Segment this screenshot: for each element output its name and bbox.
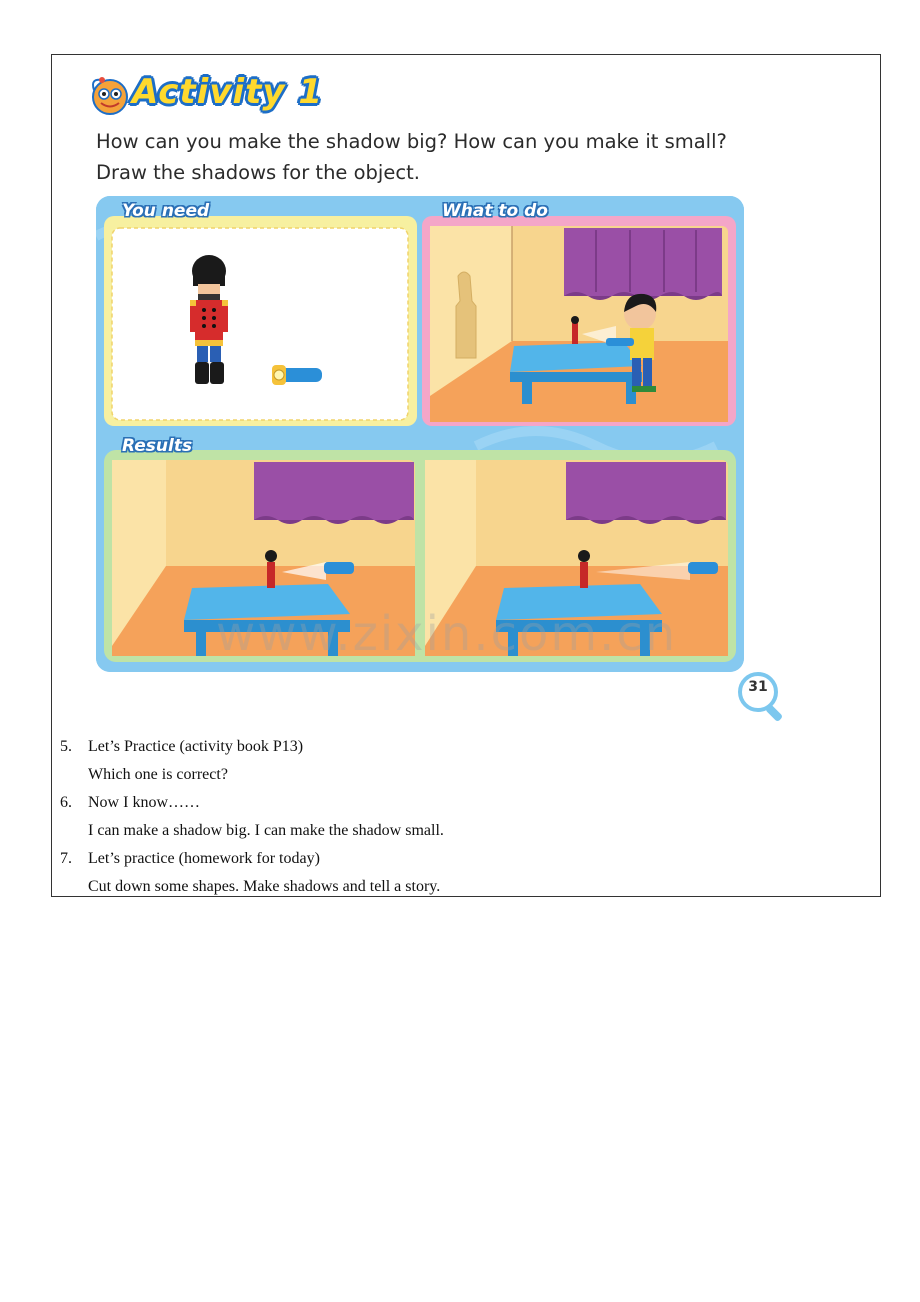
activity-title: Activity 1 (132, 72, 324, 112)
illustration-panel (96, 196, 744, 672)
list-item-detail: I can make a shadow big. I can make the shadow small. (88, 822, 444, 839)
list-item: 7. Let’s practice (homework for today) (60, 850, 320, 867)
results-label: Results (122, 436, 193, 456)
list-item-detail: Cut down some shapes. Make shadows and tell a story. (88, 878, 441, 895)
you-need-label: You need (122, 201, 210, 221)
question-text (96, 126, 727, 188)
list-item: 5. Let’s Practice (activity book P13) (60, 738, 304, 755)
page-number: 31 (748, 679, 768, 695)
lesson-steps (60, 733, 444, 901)
curtain-icon (564, 228, 722, 300)
illustration-svg (96, 196, 744, 672)
what-to-do-label: What to do (442, 201, 548, 221)
question-line-1: How can you make the shadow big? How can you make it small? (96, 130, 727, 153)
watermark: www.zixin.com.cn (216, 606, 678, 662)
list-item-detail: Which one is correct? (88, 766, 228, 783)
list-item: 6. Now I know…… (60, 794, 200, 811)
question-line-2: Draw the shadows for the object. (96, 161, 420, 184)
flashlight-icon (272, 365, 322, 385)
